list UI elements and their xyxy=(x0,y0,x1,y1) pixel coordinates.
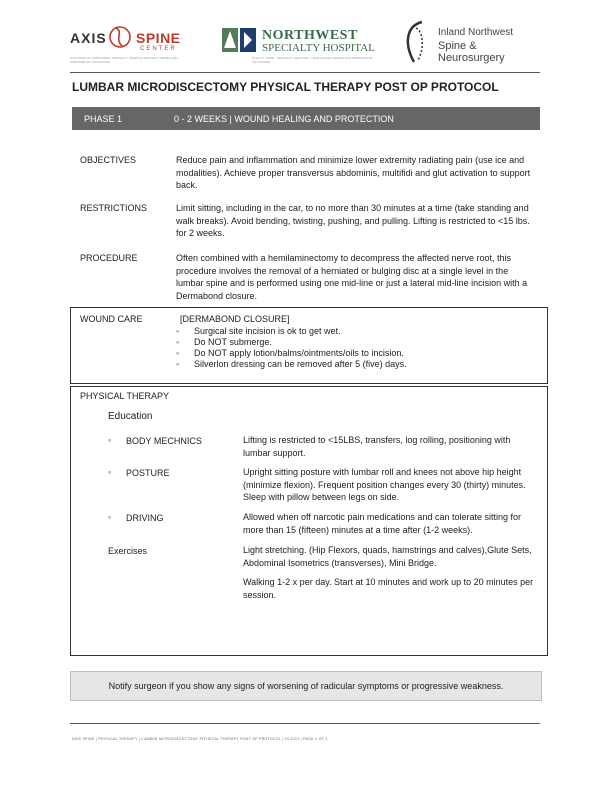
exercises-text: Light stretching. (Hip Flexors, quads, hamstrings and calves),Glute Sets, Abdominal Isometrics (transverses), Mini Bridge. xyxy=(243,545,532,568)
walking-text: Walking 1-2 x per day. Start at 10 minutes and work up to 20 minutes per session. xyxy=(243,577,534,600)
header-logos xyxy=(70,20,540,65)
phase-text: 0 - 2 WEEKS | WOUND HEALING AND PROTECTION xyxy=(174,114,394,124)
inw-logo-name: Inland Northwest xyxy=(438,27,514,38)
axis-logo-spine: SPINE xyxy=(136,30,181,46)
axis-spine-logo xyxy=(70,20,180,65)
axis-logo-word: AXIS xyxy=(70,30,107,46)
physical-therapy-label: PHYSICAL THERAPY xyxy=(80,391,170,401)
nw-logo-tagline: QUALITY CARE · SPECIALTY SERVICES · HEALTHCARE OWNED AND OPERATED BY PHYSICIANS xyxy=(252,56,373,64)
restrictions-label: RESTRICTIONS xyxy=(80,203,148,213)
objectives-text: Reduce pain and inflammation and minimize lower extremity radiating pain (use ice and modalities). Achieve proper transversus abdominis, multifidi and glut activation to support back. xyxy=(176,155,531,190)
axis-logo-center: CENTER xyxy=(140,46,177,52)
footer-divider xyxy=(70,723,540,724)
phase-bar xyxy=(72,107,540,130)
header-divider xyxy=(70,72,540,73)
driving-label: DRIVING xyxy=(126,513,164,523)
posture-label: POSTURE xyxy=(126,468,170,478)
wound-care-label: WOUND CARE xyxy=(80,314,143,324)
body-mechanics-label: BODY MECHNICS xyxy=(126,436,202,446)
list-item: ◦ Do NOT apply lotion/balms/ointments/oils to incision. xyxy=(176,348,407,359)
restrictions-text: Limit sitting, including in the car, to no more than 30 minutes at a time (take standing and walk breaks). Avoid bending, twisting, pushing, and pulling. Lifting is restricted to <15 lbs. for 2 weeks. xyxy=(176,203,530,238)
bullet-icon: ◦ xyxy=(108,512,112,522)
wound-care-heading: [DERMABOND CLOSURE] xyxy=(180,314,290,324)
wound-care-list xyxy=(176,326,407,370)
education-label: Education xyxy=(108,411,153,422)
bullet-icon: ◦ xyxy=(108,467,112,477)
spine-profile-icon xyxy=(400,20,434,64)
body-mechanics-text: Lifting is restricted to <15LBS, transfers, log rolling, positioning with lumbar support. xyxy=(243,435,511,458)
phase-label: PHASE 1 xyxy=(84,114,123,124)
inw-logo-sub: Spine & Neurosurgery xyxy=(438,40,505,64)
axis-spine-swirl-icon xyxy=(108,24,132,50)
driving-text: Allowed when off narcotic pain medications and can tolerate sitting for more than 15 (fifteen) minutes at a time after (1-2 weeks). xyxy=(243,512,521,535)
bullet-icon: ◦ xyxy=(108,435,112,445)
list-item: ◦ Surgical site incision is ok to get wet. xyxy=(176,326,407,337)
northwest-specialty-hospital-logo xyxy=(222,20,382,65)
nw-logo-name: NORTHWEST xyxy=(262,28,358,43)
nw-logo-sub: SPECIALTY HOSPITAL xyxy=(262,42,375,54)
axis-logo-tagline: A DIVISION OF NORTHWEST SPECIALTY HOSPITAL PROUDLY OWNED AND OPERATED BY PHYSICIANS xyxy=(70,56,178,64)
tree-mountain-icon xyxy=(222,28,258,52)
surgeon-notice: Notify surgeon if you show any signs of worsening of radicular symptoms or progressive weakness. xyxy=(70,671,542,701)
list-item: ◦ Do NOT submerge. xyxy=(176,337,407,348)
posture-text: Upright sitting posture with lumbar roll and knees not above hip height (minimize flexion). Frequent position changes every 30 (thirty) minutes. Sleep with pillow between legs on side. xyxy=(243,467,526,502)
page-title: LUMBAR MICRODISCECTOMY PHYSICAL THERAPY POST OP PROTOCOL xyxy=(72,80,499,94)
procedure-text: Often combined with a hemilaminectomy to decompress the affected nerve root, this procedure involves the removal of a herniated or bulging disc at a single level in the lumbar spine and is performed using one mid-line or just a lateral mid-line incision with a Dermabond closure. xyxy=(176,253,528,301)
inland-northwest-logo xyxy=(400,20,540,65)
list-item: ◦ Silverlon dressing can be removed after 5 (five) days. xyxy=(176,359,407,370)
exercises-label: Exercises xyxy=(108,546,148,556)
procedure-label: PROCEDURE xyxy=(80,253,138,263)
page-footer: AXIS SPINE | PHYSICAL THERAPY | LUMBAR MICRODISCECTOMY PHYSICAL THERAPY POST OP PROTOCOL | 03.2021 | PAGE 1 OF 2 xyxy=(72,737,328,741)
objectives-label: OBJECTIVES xyxy=(80,155,137,165)
